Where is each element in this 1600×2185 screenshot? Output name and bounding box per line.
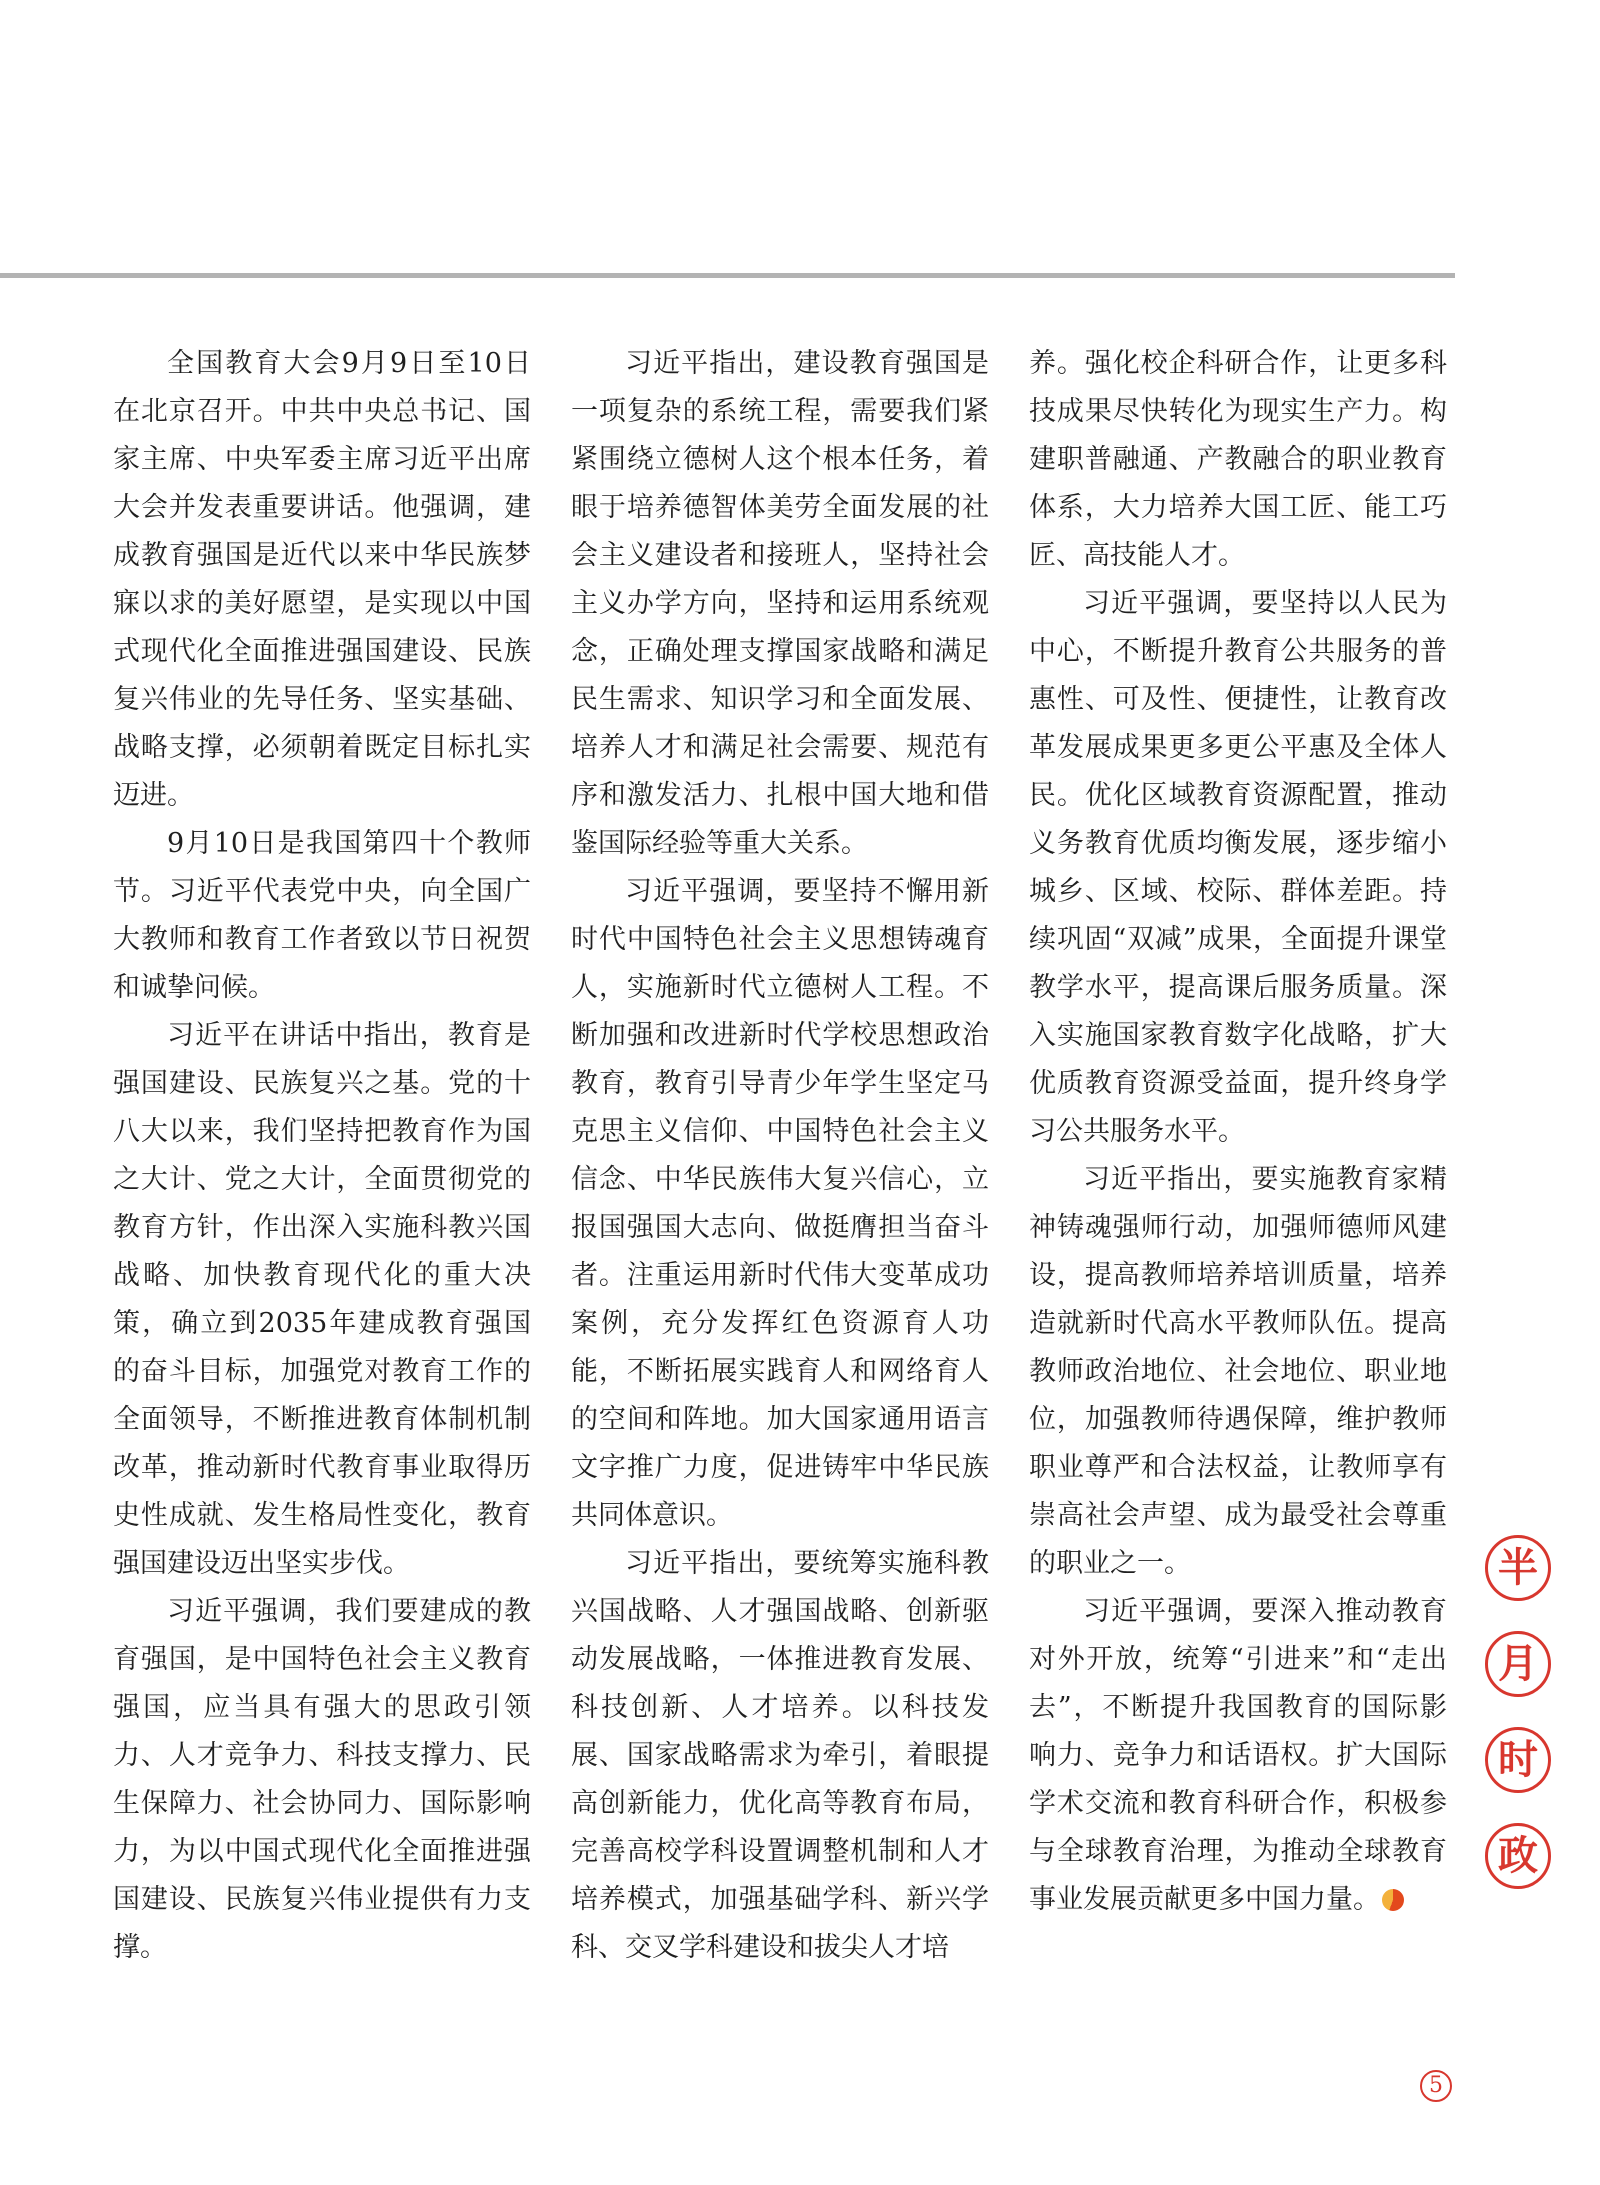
paragraph-continued: 养。强化校企科研合作，让更多科技成果尽快转化为现实生产力。构建职普融通、产教融合的职业教育体系，大力培养大国工匠、能工巧匠、高技能人才。	[1029, 348, 1447, 571]
text-column-2	[571, 340, 989, 1972]
paragraph: 习近平强调，要坚持以人民为中心，不断提升教育公共服务的普惠性、可及性、便捷性，让教育改革发展成果更多更公平惠及全体人民。优化区域教育资源配置，推动义务教育优质均衡发展，逐步缩小城乡、区域、校际、群体差距。持续巩固“双减”成果，全面提升课堂教学水平，提高课后服务质量。深入实施国家教育数字化战略，扩大优质教育资源受益面，提升终身学习公共服务水平。	[1029, 588, 1447, 1147]
paragraph: 全国教育大会9月9日至10日在北京召开。中共中央总书记、国家主席、中央军委主席习近平出席大会并发表重要讲话。他强调，建成教育强国是近代以来中华民族梦寐以求的美好愿望，是实现以中国式现代化全面推进强国建设、民族复兴伟业的先导任务、坚实基础、战略支撑，必须朝着既定目标扎实迈进。	[113, 348, 531, 811]
paragraph: 习近平在讲话中指出，教育是强国建设、民族复兴之基。党的十八大以来，我们坚持把教育作为国之大计、党之大计，全面贯彻党的教育方针，作出深入实施科教兴国战略、加快教育现代化的重大决策，确立到2035年建成教育强国的奋斗目标，加强党对教育工作的全面领导，不断推进教育体制机制改革，推动新时代教育事业取得历史性成就、发生格局性变化，教育强国建设迈出坚实步伐。	[113, 1020, 531, 1579]
paragraph: 9月10日是我国第四十个教师节。习近平代表党中央，向全国广大教师和教育工作者致以节日祝贺和诚挚问候。	[113, 828, 531, 1003]
text-column-3	[1029, 340, 1447, 1924]
column-name-char: 月	[1485, 1631, 1551, 1697]
column-name-char: 政	[1485, 1823, 1551, 1889]
end-mark-icon	[1382, 1889, 1404, 1911]
paragraph-last	[1029, 1588, 1447, 1924]
page-number: 5	[1420, 2070, 1452, 2102]
paragraph: 习近平指出，要统筹实施科教兴国战略、人才强国战略、创新驱动发展战略，一体推进教育发展、科技创新、人才培养。以科技发展、国家战略需求为牵引，着眼提高创新能力，优化高等教育布局，完善高校学科设置调整机制和人才培养模式，加强基础学科、新兴学科、交叉学科建设和拔尖人才培	[571, 1548, 989, 1963]
paragraph: 习近平指出，建设教育强国是一项复杂的系统工程，需要我们紧紧围绕立德树人这个根本任务，着眼于培养德智体美劳全面发展的社会主义建设者和接班人，坚持社会主义办学方向，坚持和运用系统观念，正确处理支撑国家战略和满足民生需求、知识学习和全面发展、培养人才和满足社会需要、规范有序和激发活力、扎根中国大地和借鉴国际经验等重大关系。	[571, 348, 989, 859]
paragraph: 习近平指出，要实施教育家精神铸魂强师行动，加强师德师风建设，提高教师培养培训质量，培养造就新时代高水平教师队伍。提高教师政治地位、社会地位、职业地位，加强教师待遇保障，维护教师职业尊严和合法权益，让教师享有崇高社会声望、成为最受社会尊重的职业之一。	[1029, 1164, 1447, 1579]
paragraph: 习近平强调，要坚持不懈用新时代中国特色社会主义思想铸魂育人，实施新时代立德树人工程。不断加强和改进新时代学校思想政治教育，教育引导青少年学生坚定马克思主义信仰、中国特色社会主义信念、中华民族伟大复兴信心，立报国强国大志向、做挺膺担当奋斗者。注重运用新时代伟大变革成功案例，充分发挥红色资源育人功能，不断拓展实践育人和网络育人的空间和阵地。加大国家通用语言文字推广力度，促进铸牢中华民族共同体意识。	[571, 876, 989, 1531]
top-rule	[0, 273, 1455, 278]
paragraph-text: 习近平强调，要深入推动教育对外开放，统筹“引进来”和“走出去”，不断提升我国教育的国际影响力、竞争力和话语权。扩大国际学术交流和教育科研合作，积极参与全球教育治理，为推动全球教育事业发展贡献更多中国力量。	[1029, 1596, 1447, 1915]
column-name-char: 半	[1485, 1535, 1551, 1601]
column-name-char: 时	[1485, 1727, 1551, 1793]
paragraph: 习近平强调，我们要建成的教育强国，是中国特色社会主义教育强国，应当具有强大的思政引领力、人才竞争力、科技支撑力、民生保障力、社会协同力、国际影响力，为以中国式现代化全面推进强国建设、民族复兴伟业提供有力支撑。	[113, 1596, 531, 1963]
text-column-1	[113, 340, 531, 1972]
